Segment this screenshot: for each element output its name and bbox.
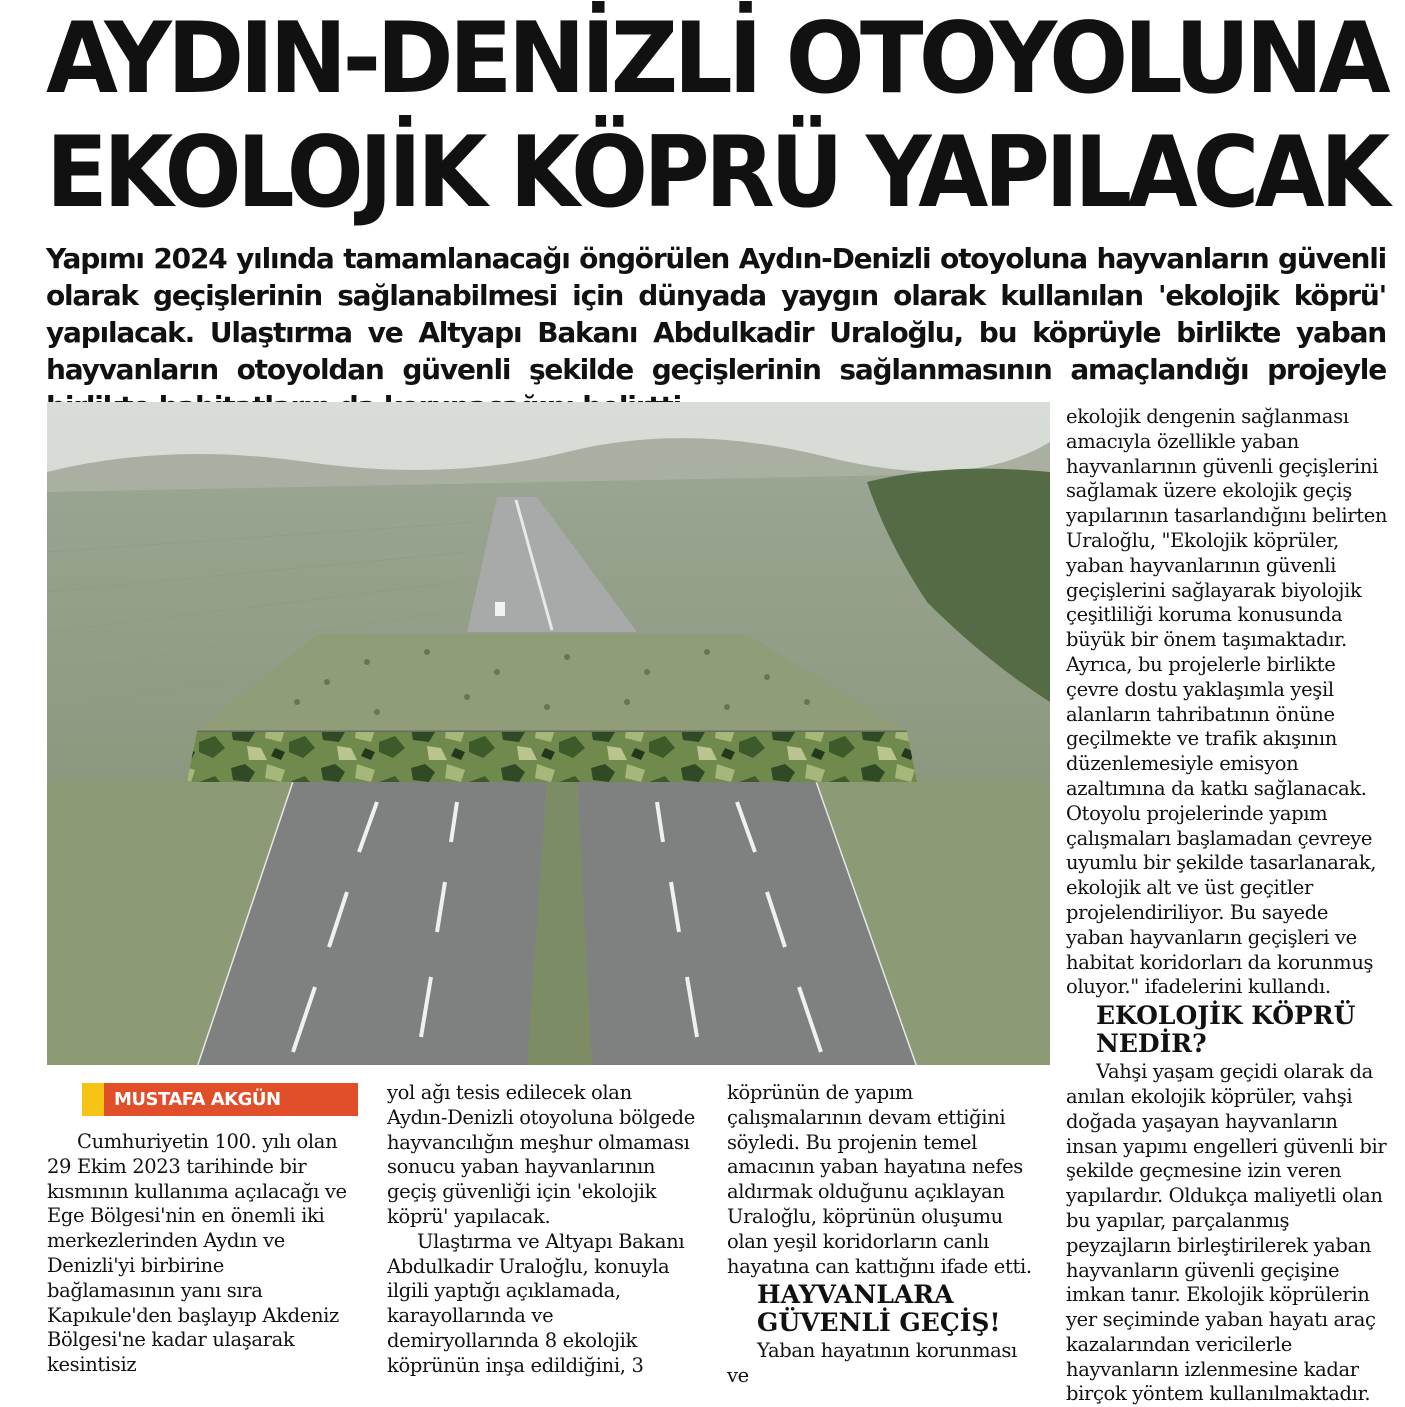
subheading-ekolojik-kopru: EKOLOJİK KÖPRÜ NEDİR? [1096,1001,1356,1059]
highway-bridge-photo [47,402,1050,1065]
column-2-paragraph-1: yol ağı tesis edilecek olan Aydın-Denizli otoyoluna bölgede hayvancılığın meşhur olmaması sonucu yaban hayvanlarının geçiş güvenliği için 'ekolojik köprü' yapılacak. [387,1081,695,1228]
headline-line-2: EKOLOJİK KÖPRÜ YAPILACAK [46,116,1386,230]
byline-bar [82,1083,358,1116]
column-4 [1066,405,1388,1407]
photo-illustration [47,402,1050,1065]
column-2-paragraph-2: Ulaştırma ve Altyapı Bakanı Abdulkadir Uraloğlu, konuyla ilgili yaptığı açıklamada, karayollarında ve demiryollarında 8 ekolojik köprünün inşa edildiğini, 3 [387,1229,685,1377]
lead-paragraph: Yapımı 2024 yılında tamamlanacağı öngörülen Aydın-Denizli otoyoluna hayvanların güvenli olarak geçişlerinin sağlanabilmesi için dünyada yaygın olarak kullanılan 'ekolojik köprü' yapılacak. Ulaştırma ve Altyapı Bakanı Abdulkadir Uraloğlu, bu köprüyle birlikte yaban hayvanların otoyoldan güvenli şekilde geçişlerinin sağlanmasının amaçlandığı projeyle [46,242,1386,386]
byline-stripe [82,1083,104,1116]
column-1-paragraph: Cumhuriyetin 100. yılı olan 29 Ekim 2023 tarihinde bir kısmının kullanıma açılacağı ve Ege Bölgesi'nin en önemli iki merkezlerinden Aydın ve Denizli'yi birbirine bağlamasının yanı sıra Kapıkule'den başlayıp Akdeniz Bölgesi'ne kadar ulaşarak kesintisiz [47,1130,347,1377]
column-1 [47,1130,347,1378]
column-3 [727,1081,1037,1389]
column-4-paragraph-1: ekolojik dengenin sağlanması amacıyla özellikle yaban hayvanlarının güvenli geçişlerini sağlamak üzere ekolojik geçiş yapılarının tasarlandığını belirten Uraloğlu, "Ekolojik köprüler, yaban hayvanlarının güvenli geçişlerini sağlayarak biyolojik çeşitliliği koruma konusunda büyük bir önem taşımaktadır. Ayrıca, bu projelerle birlikte çevre dostu yaklaşımla yeşil alanların tahribatının önüne geçilmekte ve trafik akışının düzenlemesiyle emisyon azaltımına da katkı sağlanacak. Otoyolu projelerinde yapım çalışmaları başlamadan çevreye uyumlu bir şekilde tasarlanarak, ekolojik alt ve üst geçitler projelendiriliyor. Bu sayede yaban hayvanların geçişleri ve habitat koridorları da korunmuş oluyor." ifadelerini kullandı. [1066,405,1388,999]
column-2 [387,1081,697,1379]
column-3-paragraph-1: köprünün de yapım çalışmalarının devam ettiğini söyledi. Bu projenin temel amacının yaban hayatına nefes aldırmak olduğunu açıklayan Uraloğlu, köprünün oluşumu olan yeşil koridorların canlı hayatına can kattığını ifade etti. [727,1081,1032,1278]
byline-author: MUSTAFA AKGÜN [114,1089,281,1110]
headline-line-1: AYDIN-DENİZLİ OTOYOLUNA [46,2,1386,116]
column-4-paragraph-2: Vahşi yaşam geçidi olarak da anılan ekolojik köprüler, vahşi doğada yaşayan hayvanların insan yapımı engelleri güvenli bir şekilde geçmesine izin veren yapılardır. Oldukça maliyetli olan bu yapılar, parçalanmış peyzajların birleştirilerek yaban hayvanların güvenli geçişine imkan tanır. Ekolojik köprülerin yer seçiminde yaban hayatı araç kazalarından vericilerle hayvanların izlenmesine kadar birçok yöntem kullanılmaktadır. [1066,1060,1387,1406]
column-3-paragraph-2: Yaban hayatının korunması ve [727,1339,1017,1388]
subheading-hayvanlara: HAYVANLARA GÜVENLİ GEÇİŞ! [757,1280,1001,1338]
